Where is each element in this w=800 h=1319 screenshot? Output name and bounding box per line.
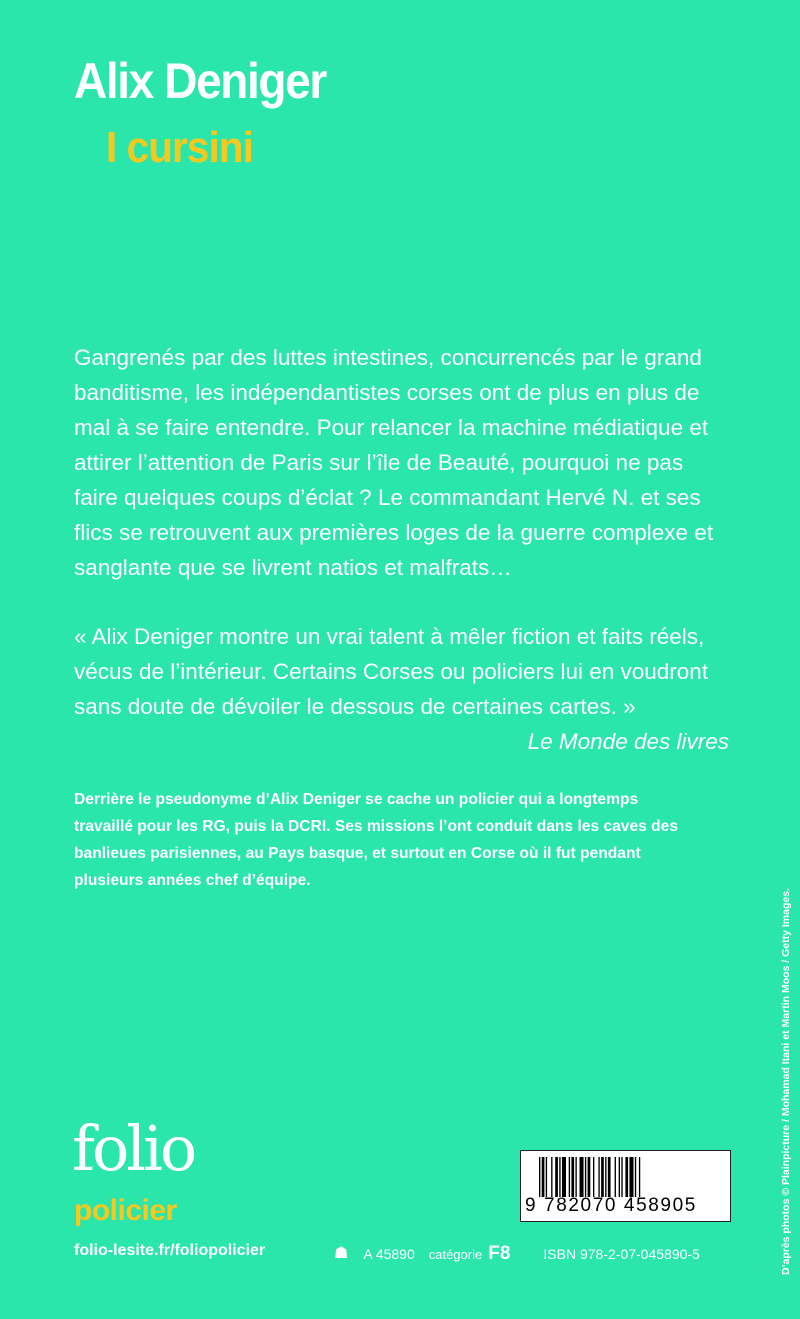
synopsis-line: faire quelques coups d’éclat ? Le commandant Hervé N. et ses: [74, 485, 701, 510]
barcode-bar: [619, 1157, 620, 1197]
quote-source: Le Monde des livres: [527, 729, 729, 754]
quote-line: vécus de l’intérieur. Certains Corses ou policiers lui en voudront: [74, 659, 709, 684]
barcode-bar: [571, 1157, 574, 1197]
barcode-bar: [615, 1157, 616, 1197]
synopsis-line: sanglante que se livrent natios et malfrats…: [74, 555, 512, 580]
synopsis-line: attirer l’attention de Paris sur l’île de Beauté, pourquoi ne pas: [74, 450, 684, 475]
bio-line: travaillé pour les RG, puis la DCRI. Ses missions l’ont conduit dans les caves des: [74, 818, 679, 835]
barcode-bar: [585, 1157, 586, 1197]
barcode-bar: [588, 1157, 591, 1197]
barcode-bar: [621, 1157, 622, 1197]
bio-line: banlieues parisiennes, au Pays basque, et surtout en Corse où il fut pendant: [74, 845, 641, 862]
barcode-bar: [575, 1157, 576, 1197]
book-title: I cursini: [106, 123, 253, 172]
barcode-bar: [551, 1157, 552, 1197]
category-code: F8: [488, 1243, 511, 1264]
barcode-bar: [601, 1157, 604, 1197]
photo-credit: D’après photos © Plainpicture / Mohamad Itani et Martin Moos / Getty Images.: [780, 888, 792, 1275]
barcode-bar: [593, 1157, 594, 1197]
press-quote: [74, 619, 734, 759]
barcode-bar: [625, 1157, 628, 1197]
barcode-bar: [639, 1157, 640, 1197]
barcode-bar: [635, 1157, 636, 1197]
category-label: catégorie: [428, 1247, 483, 1262]
bio-line: Derrière le pseudonyme d’Alix Deniger se cache un policier qui a longtemps: [74, 791, 639, 808]
barcode: [520, 1150, 731, 1222]
barcode-bar: [555, 1157, 558, 1197]
synopsis-line: mal à se faire entendre. Pour relancer la machine médiatique et: [74, 415, 709, 440]
policier-logo: policier: [74, 1194, 177, 1227]
author-name: Alix Deniger: [74, 53, 326, 109]
reference-number: A 45890: [363, 1246, 415, 1262]
synopsis-line: Gangrenés par des luttes intestines, concurrencés par le grand: [74, 345, 702, 370]
barcode-bar: [608, 1157, 611, 1197]
quote-line: sans doute de dévoiler le dessous de certaines cartes. »: [74, 694, 636, 719]
synopsis-line: banditisme, les indépendantistes corses ont de plus en plus de: [74, 380, 700, 405]
barcode-bar: [546, 1157, 547, 1197]
barcode-number: 9 782070 458905: [525, 1195, 697, 1216]
synopsis: [74, 340, 754, 585]
barcode-bar: [605, 1157, 606, 1197]
barcode-bar: [598, 1157, 599, 1197]
barcode-bar: [629, 1157, 633, 1197]
quote-line: « Alix Deniger montre un vrai talent à mêler fiction et faits réels,: [74, 624, 705, 649]
barcode-bar: [580, 1157, 584, 1197]
barcode-bar: [542, 1157, 545, 1197]
barcode-bar: [569, 1157, 570, 1197]
author-bio: [74, 786, 754, 894]
footer-info: [334, 1243, 700, 1265]
barcode-bars: [539, 1157, 721, 1197]
barcode-bar: [559, 1157, 560, 1197]
synopsis-line: flics se retrouvent aux premières loges de la guerre complexe et: [74, 520, 714, 545]
barcode-bar: [562, 1157, 566, 1197]
barcode-bar: [539, 1157, 540, 1197]
books-stack-icon: ☗: [334, 1245, 349, 1262]
isbn: ISBN 978-2-07-045890-5: [543, 1246, 700, 1262]
folio-logo: folio: [72, 1112, 195, 1185]
bio-line: plusieurs années chef d’équipe.: [74, 872, 311, 889]
website-link[interactable]: folio-lesite.fr/foliopolicier: [74, 1242, 266, 1259]
